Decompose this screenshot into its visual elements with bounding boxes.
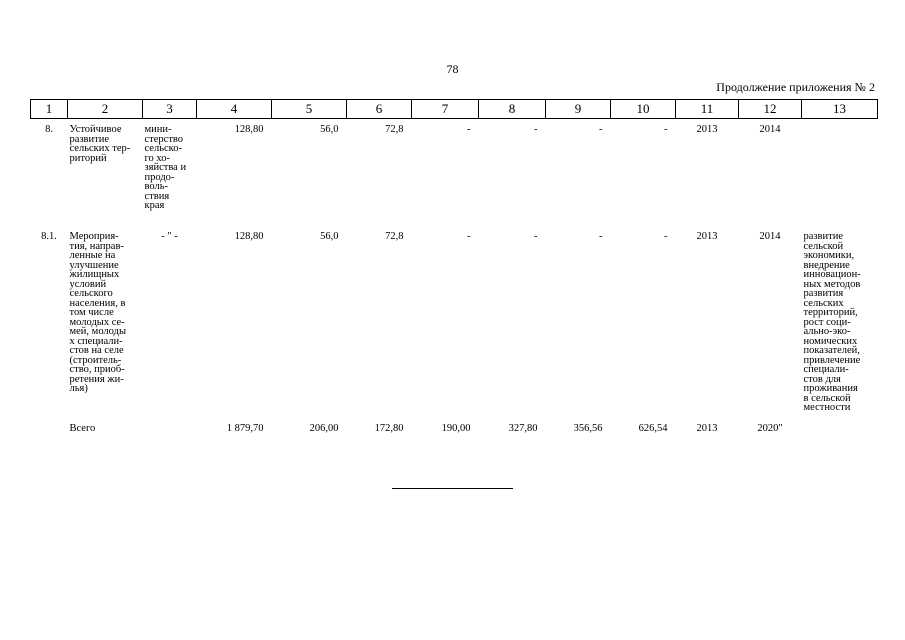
cell-value: 172,80 [374, 422, 404, 434]
header-cell: 5 [272, 100, 347, 119]
separator-line [392, 488, 513, 489]
header-cell: 11 [676, 100, 739, 119]
header-cell: 7 [412, 100, 479, 119]
cell-value: - [599, 124, 603, 135]
total-label: Всего [69, 422, 96, 434]
end-year: 2014 [759, 231, 781, 242]
header-cell: 13 [802, 100, 878, 119]
cell-value: - [664, 124, 668, 135]
row-number [31, 413, 68, 434]
header-cell: 3 [143, 100, 197, 119]
measure-name: Устойчивое развитие сельских тер- риторий [69, 124, 131, 164]
header-row [31, 100, 878, 119]
start-year: 2013 [696, 422, 718, 434]
header-cell: 4 [197, 100, 272, 119]
executor: мини- стерство сельско- го хо- зяйства и продо- воль- ствия края [144, 124, 187, 211]
cell-value: 356,56 [573, 422, 603, 434]
cell-value: - [467, 124, 471, 135]
row-number: 8. [45, 124, 53, 135]
cell-value: - [599, 231, 603, 242]
table-row [31, 225, 878, 413]
cell-value: 72,8 [385, 124, 404, 135]
end-year: 2014 [759, 124, 781, 135]
continuation-caption: Продолжение приложения № 2 [716, 80, 875, 94]
header-cell: 1 [31, 100, 68, 119]
page-number: 78 [446, 62, 459, 76]
cell-value: - [534, 231, 538, 242]
table-row [31, 119, 878, 226]
row-number: 8.1. [41, 231, 57, 242]
header-cell: 8 [479, 100, 546, 119]
end-year: 2020" [757, 422, 783, 434]
program-table [30, 99, 878, 433]
cell-value: - [664, 231, 668, 242]
cell-value: - [467, 231, 471, 242]
cell-value: 128,80 [234, 231, 264, 242]
cell-value: 626,54 [638, 422, 668, 434]
header-cell: 12 [739, 100, 802, 119]
cell-value: 1 879,70 [226, 422, 264, 434]
total-row [31, 413, 878, 434]
start-year: 2013 [696, 124, 718, 135]
executor: - " - [161, 231, 178, 242]
cell-value: 56,0 [320, 124, 339, 135]
cell-value: 128,80 [234, 124, 264, 135]
header-cell: 10 [611, 100, 676, 119]
cell-value: 56,0 [320, 231, 339, 242]
header-cell: 2 [68, 100, 143, 119]
cell-value: 190,00 [441, 422, 471, 434]
header-cell: 6 [347, 100, 412, 119]
cell-value: 72,8 [385, 231, 404, 242]
cell-value: 206,00 [309, 422, 339, 434]
header-cell: 9 [546, 100, 611, 119]
executor [143, 413, 197, 434]
expected-result [802, 119, 878, 226]
expected-result: развитие сельской экономики, внедрение инновацион- ных методов развития сельских территорий, рост соци- ально-эко- номических показателей, привлечение специали- стов для проживания в сельской местности [803, 231, 861, 413]
cell-value: - [534, 124, 538, 135]
start-year: 2013 [696, 231, 718, 242]
cell-value: 327,80 [508, 422, 538, 434]
measure-name: Мероприя- тия, направ- ленные на улучшение жилищных условий сельского населения, в том числе молодых се- мей, молоды х специали- стов на селе (строитель- ство, приоб- ретения жи- лья) [69, 231, 127, 394]
expected-result [802, 413, 878, 434]
